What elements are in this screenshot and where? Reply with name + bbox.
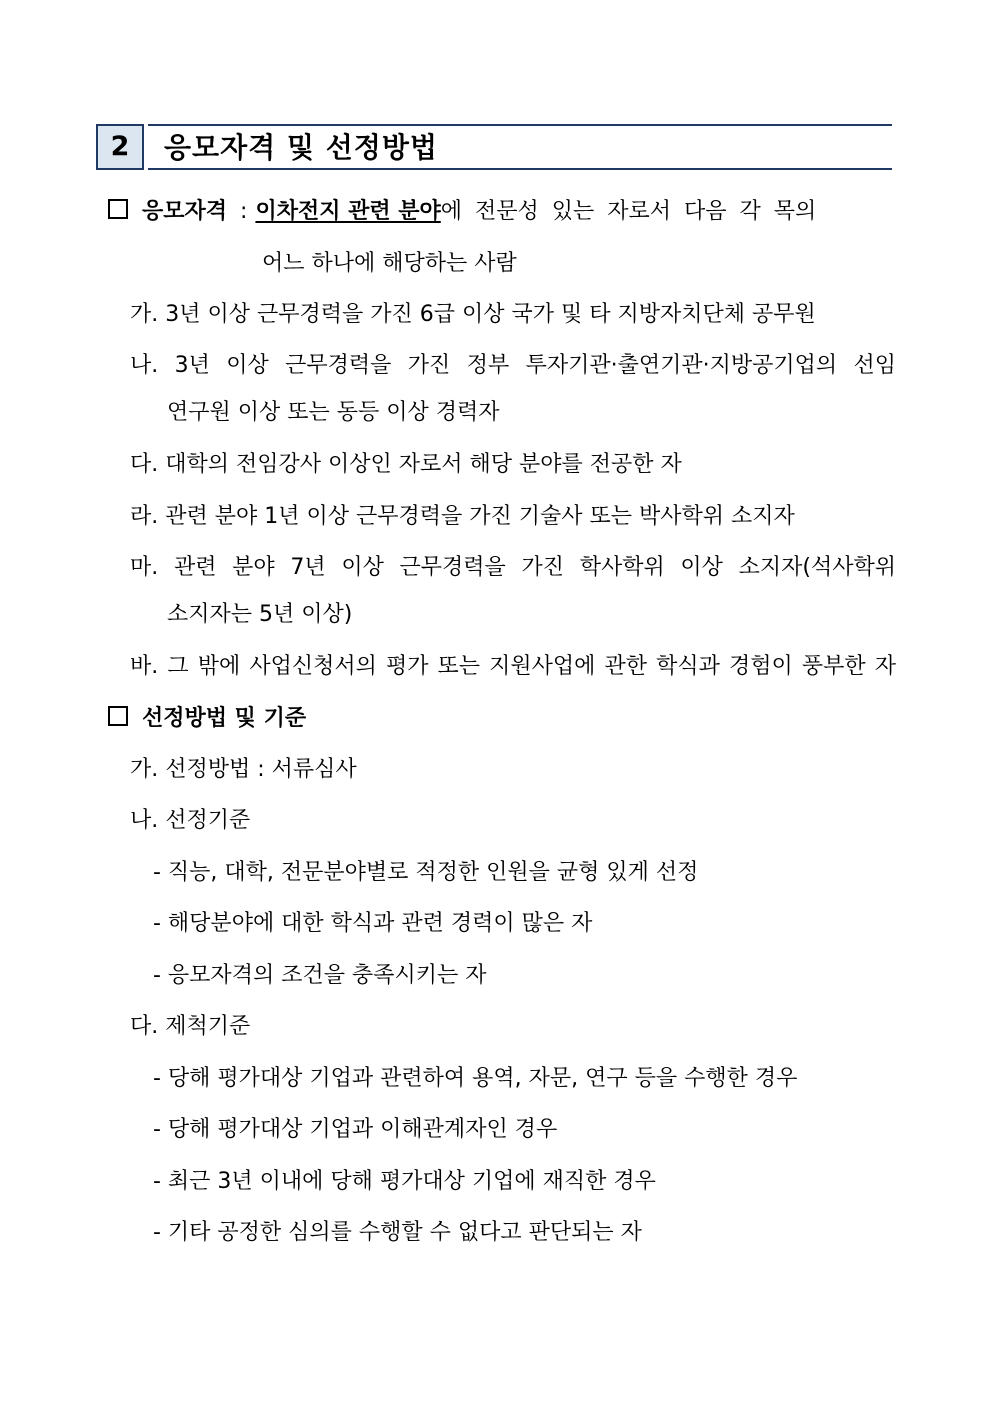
criteria-item: - 응모자격의 조건을 충족시키는 자 (153, 963, 487, 988)
qualification-item-ma-cont: 소지자는 5년 이상) (167, 602, 353, 627)
exclusion-item: - 당해 평가대상 기업과 이해관계자인 경우 (153, 1117, 558, 1142)
qualification-item-ba: 바. 그 밖에 사업신청서의 평가 또는 지원사업에 관한 학식과 경험이 풍부한 자 (130, 654, 896, 679)
qualification-line1-rest: 에 전문성 있는 자로서 다음 각 목의 (440, 199, 817, 224)
exclusion-item: - 기타 공정한 심의를 수행할 수 없다고 판단되는 자 (153, 1220, 642, 1245)
qualification-label: 응모자격 (142, 199, 228, 224)
qualification-item-na-cont: 연구원 이상 또는 동등 이상 경력자 (167, 400, 500, 425)
qualification-item-na: 나. 3년 이상 근무경력을 가진 정부 투자기관·출연기관·지방공기업의 선임 (130, 353, 896, 378)
section-header (96, 124, 892, 170)
qualification-heading (108, 197, 816, 227)
qualification-item-ga: 가. 3년 이상 근무경력을 가진 6급 이상 국가 및 타 지방자치단체 공무원 (130, 302, 816, 327)
qualification-field: 이차전지 관련 분야 (255, 199, 441, 224)
section-title: 응모자격 및 선정방법 (164, 131, 438, 164)
header-rule-bottom (148, 168, 892, 170)
qualification-item-da: 다. 대학의 전임강사 이상인 자로서 해당 분야를 전공한 자 (130, 452, 682, 477)
selection-label: 선정방법 및 기준 (142, 706, 307, 731)
criteria-item: - 직능, 대학, 전문분야별로 적정한 인원을 균형 있게 선정 (153, 860, 699, 885)
checkbox-square-icon (108, 199, 128, 219)
exclusion-item: - 당해 평가대상 기업과 관련하여 용역, 자문, 연구 등을 수행한 경우 (153, 1066, 798, 1091)
checkbox-square-icon (108, 706, 128, 726)
exclusion-title: 다. 제척기준 (130, 1014, 251, 1039)
section-number: 2 (96, 124, 144, 170)
qualification-colon: : (240, 199, 248, 224)
header-rule-top (148, 124, 892, 126)
qualification-line2: 어느 하나에 해당하는 사람 (262, 251, 517, 276)
qualification-item-ma: 마. 관련 분야 7년 이상 근무경력을 가진 학사학위 이상 소지자(석사학위 (130, 555, 896, 580)
selection-method: 가. 선정방법 : 서류심사 (130, 757, 357, 782)
qualification-item-ra: 라. 관련 분야 1년 이상 근무경력을 가진 기술사 또는 박사학위 소지자 (130, 504, 795, 529)
selection-heading (108, 704, 306, 734)
selection-criteria-title: 나. 선정기준 (130, 808, 251, 833)
exclusion-item: - 최근 3년 이내에 당해 평가대상 기업에 재직한 경우 (153, 1169, 656, 1194)
criteria-item: - 해당분야에 대한 학식과 관련 경력이 많은 자 (153, 911, 593, 936)
